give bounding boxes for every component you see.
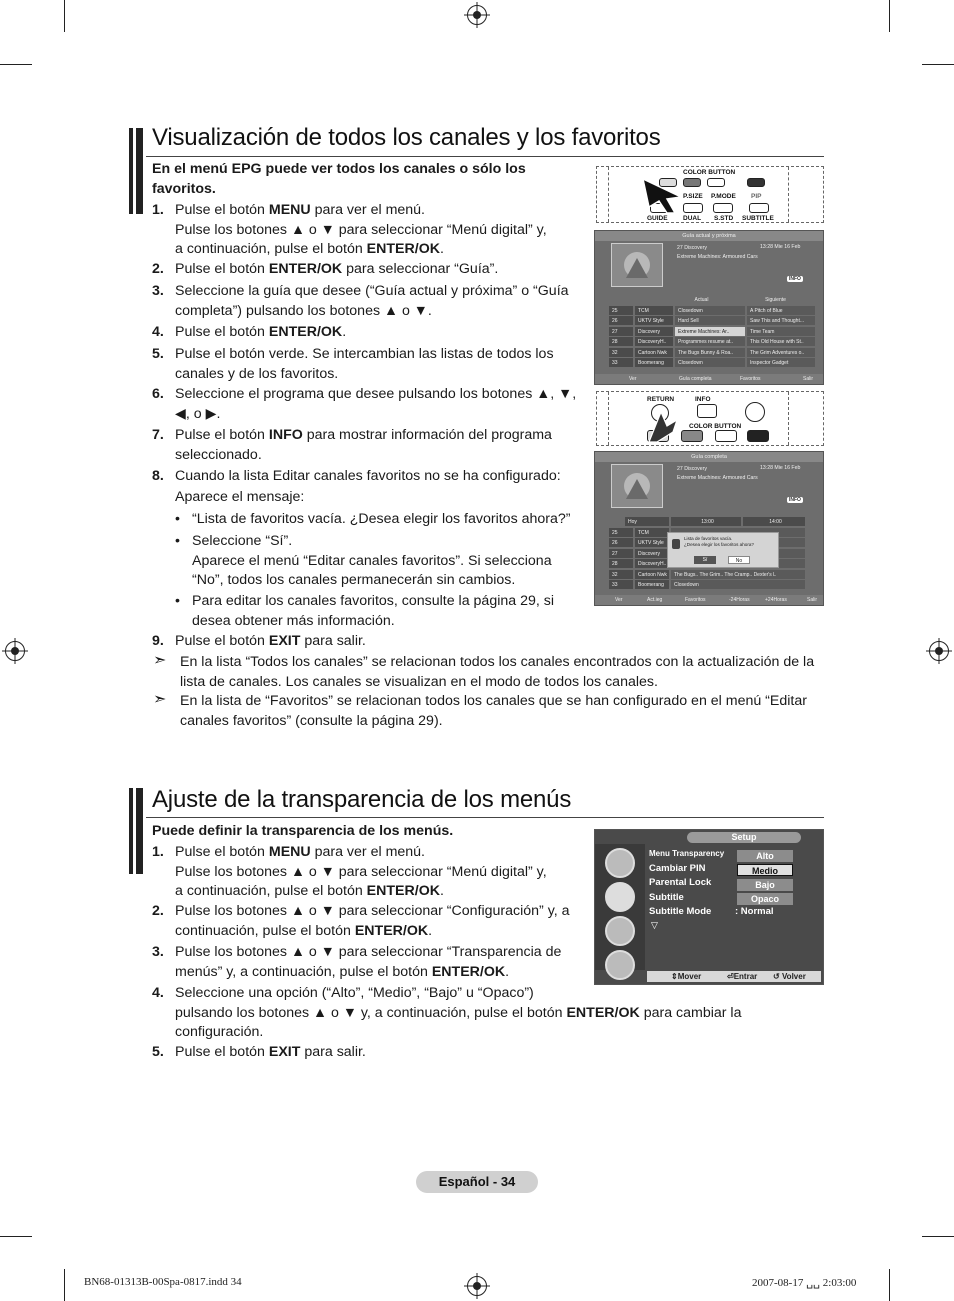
step-line: Seleccione una opción (“Alto”, “Medio”, “Bajo” u “Opaco”)	[175, 985, 534, 1001]
channel-number: 27	[609, 327, 633, 336]
pmode-label: P.MODE	[711, 193, 736, 200]
crop-mark	[922, 64, 954, 65]
input-icon[interactable]	[605, 950, 635, 980]
section2-title: Ajuste de la transparencia de los menús	[152, 786, 572, 813]
program-title: Extreme Machines: Armoured Cars	[677, 475, 758, 481]
channel-number: 26	[609, 538, 633, 547]
info-badge: INFO	[789, 276, 801, 282]
dialog-line1: Lista de favoritos vacía.	[684, 536, 733, 541]
program-list: The Bugs.. The Grim.. The Cramp.. Dexter's L	[671, 570, 805, 579]
subtitle-label: SUBTITLE	[742, 215, 774, 222]
channel-label: DiscoveryH..	[635, 559, 669, 568]
section-bars	[129, 788, 143, 874]
program-now: Closedown	[675, 306, 745, 315]
note-line: En la lista de “Favoritos” se relacionan todos los canales que se han configurado en el menú “Editar	[180, 693, 807, 709]
preview-thumbnail	[611, 464, 663, 508]
registration-mark-icon	[467, 1276, 487, 1296]
section1-rule	[146, 156, 824, 157]
epg-row[interactable]	[605, 327, 807, 337]
step-line: menús” y, a continuación, pulse el botón ENTER/OK.	[175, 963, 510, 980]
no-button[interactable]: No	[728, 556, 750, 564]
psize-label: P.SIZE	[683, 193, 703, 200]
channel-number: 26	[609, 316, 633, 325]
epg-row[interactable]	[605, 306, 807, 316]
program-next: Time Team	[747, 327, 815, 336]
step-number: 1.	[152, 844, 164, 860]
step-number: 1.	[152, 202, 164, 218]
footer-minus24: -24Horas	[729, 597, 750, 603]
step-line: continuación, pulse el botón ENTER/OK.	[175, 922, 433, 939]
bullet-marker: •	[175, 533, 180, 549]
epg-header: Guía completa	[595, 452, 823, 462]
footer-favorites: Favoritos	[685, 597, 706, 603]
channel-label: Cartoon Nwk	[635, 348, 673, 357]
pip-label: PIP	[751, 193, 762, 200]
program-next: Inspector Gadget	[747, 358, 815, 367]
step-number: 7.	[152, 427, 164, 443]
enter-hint: ⏎Entrar	[727, 972, 758, 981]
section2-rule	[146, 817, 824, 818]
setup-gear-icon[interactable]	[605, 916, 635, 946]
footer-ver: Ver	[629, 376, 637, 382]
footer-full-guide: Guía completa	[679, 376, 712, 382]
step-number: 2.	[152, 261, 164, 277]
option-opaco[interactable]: Opaco	[737, 893, 793, 905]
channel-number: 32	[609, 348, 633, 357]
slug-right: 2007-08-17 ␣␣ 2:03:00	[752, 1277, 857, 1289]
epg-row[interactable]	[605, 316, 807, 326]
footer-exit: Salir	[807, 597, 818, 603]
bullet-marker: •	[175, 593, 180, 609]
bullet-line: Para editar los canales favoritos, consulte la página 29, si	[192, 593, 554, 609]
step-line: Seleccione el programa que desee pulsando los botones ▲, ▼,	[175, 386, 577, 402]
pip-button[interactable]	[749, 203, 769, 213]
step-number: 5.	[152, 1044, 164, 1060]
picture-icon[interactable]	[605, 848, 635, 878]
setup-item-parental-lock[interactable]: Parental Lock	[649, 877, 712, 888]
preview-image-icon	[612, 244, 662, 286]
favorites-dialog	[667, 532, 779, 568]
crop-mark	[889, 1269, 890, 1301]
channel-label: Boomerang	[635, 580, 669, 589]
channel-label: UKTV Style	[635, 316, 673, 325]
step-line: Pulse el botón ENTER/OK para seleccionar “Guía”.	[175, 261, 499, 277]
step-line: ◀, o ▶.	[175, 405, 221, 422]
col-next-header: Siguiente	[765, 297, 786, 303]
sound-icon[interactable]	[605, 882, 635, 912]
footer-update: Act.ieg	[647, 597, 663, 603]
setup-sidebar	[595, 844, 645, 970]
channel-label: Discovery	[635, 549, 669, 558]
channel-label: UKTV Style	[635, 538, 669, 547]
step-line: Pulse el botón MENU para ver el menú.	[175, 202, 426, 218]
footer-ver: Ver	[615, 597, 623, 603]
option-bajo[interactable]: Bajo	[737, 879, 793, 891]
bullet-marker: •	[175, 511, 180, 527]
channel-number: 33	[609, 358, 633, 367]
note-line: En la lista “Todos los canales” se relacionan todos los canales encontrados con la actualización de la	[180, 654, 815, 670]
step-number: 4.	[152, 985, 164, 1001]
step-line: Pulse los botones ▲ o ▼ para seleccionar “Configuración” y, a	[175, 903, 570, 919]
step-line: a continuación, pulse el botón ENTER/OK.	[175, 883, 444, 899]
remote-panel-1	[596, 166, 824, 223]
program-now: Extreme Machines: Ar..	[675, 327, 745, 336]
epg-row[interactable]	[605, 570, 807, 580]
step-number: 6.	[152, 386, 164, 402]
col-day-header: Hoy	[625, 517, 669, 526]
remote-panel-2	[596, 391, 824, 446]
step-line: Pulse el botón INFO para mostrar información del programa	[175, 427, 552, 443]
step-line: Seleccione la guía que desee (“Guía actual y próxima” o “Guía	[175, 283, 569, 299]
section-bars	[129, 128, 143, 214]
move-hint: ⇕Mover	[671, 972, 702, 981]
footer-favorites: Favoritos	[740, 376, 761, 382]
program-next: The Grim Adventures o..	[747, 348, 815, 357]
crop-mark	[64, 0, 65, 32]
crop-mark	[64, 1269, 65, 1301]
yes-button[interactable]: Sí	[694, 556, 716, 564]
blue-button-2[interactable]	[747, 430, 769, 442]
epg-full-guide-screen	[594, 451, 824, 606]
epg-now-next-screen	[594, 230, 824, 385]
channel-number: 27	[609, 549, 633, 558]
program-now: The Bugs Bunny & Roa..	[675, 348, 745, 357]
green-button[interactable]	[683, 178, 701, 187]
option-alto[interactable]: Alto	[737, 850, 793, 862]
step-line: Pulse los botones ▲ o ▼ para seleccionar “Menú digital” y,	[175, 863, 547, 880]
setup-item-menu-transparency[interactable]: Menu Transparency	[649, 849, 725, 858]
more-down-icon: ▽	[651, 920, 658, 930]
col-time1-header: 13:00	[671, 517, 741, 526]
blue-button[interactable]	[747, 178, 765, 187]
guide-label: GUIDE	[647, 215, 668, 222]
program-next: Saw This and Thought...	[747, 316, 815, 325]
channel-name: 27 Discovery	[677, 466, 707, 472]
step-line: Pulse el botón EXIT para salir.	[175, 1044, 366, 1060]
step-line: Pulse el botón ENTER/OK.	[175, 324, 347, 340]
program-now: Programmes resume at..	[675, 337, 745, 346]
step-number: 2.	[152, 903, 164, 919]
preview-image-icon	[612, 465, 662, 507]
epg-header: Guía actual y próxima	[595, 231, 823, 241]
note-arrow-icon: ➣	[153, 691, 167, 708]
power-button[interactable]	[745, 402, 765, 422]
yellow-button-2[interactable]	[715, 430, 737, 442]
channel-number: 33	[609, 580, 633, 589]
info-badge: INFO	[789, 497, 801, 503]
subtitle-mode-value: : Normal	[735, 906, 774, 917]
setup-item-subtitle[interactable]: Subtitle	[649, 892, 684, 903]
color-button-label: COLOR BUTTON	[683, 169, 736, 176]
step-line: completa”) pulsando los botones ▲ o ▼.	[175, 302, 432, 319]
info-button[interactable]	[697, 404, 717, 418]
warning-icon	[672, 539, 680, 549]
bullet-line: Aparece el menú “Editar canales favoritos”. Si selecciona	[192, 552, 552, 569]
program-now: Hard Sell	[675, 316, 745, 325]
step-line: configuración.	[175, 1024, 264, 1040]
step-line: Pulse los botones ▲ o ▼ para seleccionar “Menú digital” y,	[175, 221, 547, 238]
setup-item-subtitle-mode[interactable]: Subtitle Mode	[649, 906, 712, 917]
step-line: Pulse el botón verde. Se intercambian las listas de todos los	[175, 346, 554, 362]
page-number: Español - 34	[416, 1171, 538, 1193]
dialog-line2: ¿Desea elegir los favoritos ahora?	[684, 542, 754, 547]
clock: 13:28 Mie 16 Feb	[760, 244, 801, 250]
epg-row[interactable]	[605, 580, 807, 590]
epg-row[interactable]	[605, 337, 807, 347]
program-title: Extreme Machines: Armoured Cars	[677, 254, 758, 260]
psize-button[interactable]	[683, 203, 703, 213]
preview-thumbnail	[611, 243, 663, 287]
col-time2-header: 14:00	[743, 517, 805, 526]
step-line: seleccionado.	[175, 446, 262, 463]
program-next: A Pitch of Blue	[747, 306, 815, 315]
setup-item-change-pin[interactable]: Cambiar PIN	[649, 863, 706, 874]
bullet-line: “Lista de favoritos vacía. ¿Desea elegir los favoritos ahora?”	[192, 511, 571, 527]
crop-mark	[0, 1236, 32, 1237]
col-now-header: Actual	[694, 297, 709, 303]
setup-header: Setup	[687, 832, 801, 843]
pmode-button[interactable]	[713, 203, 733, 213]
clock: 13:28 Mie 16 Feb	[760, 465, 801, 471]
step-line: canales y de los favoritos.	[175, 365, 339, 382]
registration-mark-icon	[5, 641, 25, 661]
channel-name: 27 Discovery	[677, 245, 707, 251]
pointer-arrow-icon	[637, 175, 685, 215]
channel-number: 25	[609, 306, 633, 315]
info-label: INFO	[695, 396, 711, 403]
channel-number: 25	[609, 528, 633, 537]
message-intro: Aparece el mensaje:	[175, 489, 305, 505]
color-button-label-2: COLOR BUTTON	[689, 423, 742, 430]
step-number: 3.	[152, 283, 164, 299]
epg-footer	[595, 595, 823, 605]
step-line: Cuando la lista Editar canales favoritos no se ha configurado:	[175, 468, 561, 484]
channel-label: DiscoveryH..	[635, 337, 673, 346]
return-hint: ↺ Volver	[773, 972, 806, 981]
footer-plus24: +24Horas	[765, 597, 787, 603]
step-number: 4.	[152, 324, 164, 340]
green-button-2[interactable]	[681, 430, 703, 442]
sstd-label: S.STD	[714, 215, 734, 222]
crop-mark	[889, 0, 890, 32]
epg-row[interactable]	[605, 358, 807, 368]
step-number: 3.	[152, 944, 164, 960]
step-line: Pulse el botón MENU para ver el menú.	[175, 844, 426, 860]
program-now: Closedown	[675, 358, 745, 367]
option-medio[interactable]: Medio	[737, 864, 793, 876]
bullet-line: Seleccione “Sí”.	[192, 533, 293, 549]
note-arrow-icon: ➣	[153, 652, 167, 669]
registration-mark-icon	[467, 5, 487, 25]
channel-number: 32	[609, 570, 633, 579]
program-list: Closedown	[671, 580, 805, 589]
crop-mark	[0, 64, 32, 65]
note-line: lista de canales. Los canales se visualizan en el modo de todos los canales.	[180, 673, 658, 690]
registration-mark-icon	[929, 641, 949, 661]
channel-label: Boomerang	[635, 358, 673, 367]
bullet-line: desea obtener más información.	[192, 612, 395, 629]
section1-intro: En el menú EPG puede ver todos los canales o sólo los favoritos.	[152, 161, 526, 197]
step-number: 9.	[152, 633, 164, 649]
channel-number: 28	[609, 337, 633, 346]
step-line: pulsando los botones ▲ o ▼ y, a continuación, pulse el botón ENTER/OK para cambiar la	[175, 1004, 742, 1021]
channel-label: Cartoon Nwk	[635, 570, 669, 579]
crop-mark	[922, 1236, 954, 1237]
epg-footer	[595, 374, 823, 384]
yellow-button[interactable]	[707, 178, 725, 187]
footer-exit: Salir	[803, 376, 814, 382]
epg-row[interactable]	[605, 348, 807, 358]
pointer-arrow-icon	[641, 408, 681, 444]
channel-number: 28	[609, 559, 633, 568]
step-line: a continuación, pulse el botón ENTER/OK.	[175, 241, 444, 257]
dual-label: DUAL	[683, 215, 702, 222]
step-number: 8.	[152, 468, 164, 484]
step-line: Pulse los botones ▲ o ▼ para seleccionar “Transparencia de	[175, 944, 562, 960]
section1-title: Visualización de todos los canales y los favoritos	[152, 124, 661, 151]
slug-left: BN68-01313B-00Spa-0817.indd 34	[84, 1276, 242, 1288]
step-line: Pulse el botón EXIT para salir.	[175, 633, 366, 649]
bullet-line: “No”, todos los canales permanecerán sin cambios.	[192, 572, 516, 588]
section2-intro: Puede definir la transparencia de los menús.	[152, 823, 454, 839]
setup-menu-screen	[594, 829, 824, 985]
channel-label: TCM	[635, 306, 673, 315]
program-next: This Old House with St..	[747, 337, 815, 346]
step-number: 5.	[152, 346, 164, 362]
return-label: RETURN	[647, 396, 675, 403]
note-line: canales favoritos” (consulte la página 29).	[180, 712, 443, 729]
setup-footer	[647, 971, 821, 982]
channel-label: Discovery	[635, 327, 673, 336]
channel-label: TCM	[635, 528, 669, 537]
